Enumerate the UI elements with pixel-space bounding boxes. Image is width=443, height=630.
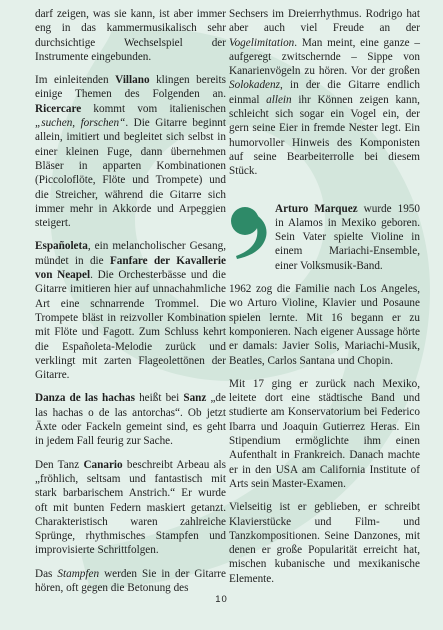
paragraph-marquez-bio: Arturo Marquez wurde 1950 in Alamos in Mexiko geboren. Sein Vater spielte Violine in einem Mariachi-Ensemble, einer Volksmusik-Band.: [275, 202, 420, 272]
paragraph-danza: Danza de las hachas heißt bei Sanz „de las hachas o de las antorchas“. Ob jetzt Äxte oder Fackeln gemeint sind, es geht in jedem Fall feurig zur Sache.: [35, 392, 226, 448]
paragraph-canario: Den Tanz Canario beschreibt Arbeau als „fröhlich, seltsam und fantastisch mit stark barbarischem Anstrich.“ Er wurde oft mit bunten Federn maskiert getanzt. Charakteristisch waren zahlreiche Sprünge, rhythmisches Stampfen und improvisierte Schrittfolgen.: [35, 458, 226, 557]
paragraph-espanoleta: Españoleta, ein melancholischer Gesang, mündet in die Fanfare der Kavallerie von Neapel. Die Orchesterbässe und die Gitarre imitieren hier auf unnachahmliche Art eine schnarrende Trommel. Die Trompete bläst in reizvoller Kombination mit Flöte und Fagott. Zum Schluss kehrt die Españoleta-Melodie zurück und verklingt mit zarten Flageolettönen der Gitarre.: [35, 240, 227, 382]
paragraph-mexiko: Mit 17 ging er zurück nach Mexiko, leitete dort eine städtische Band und studierte am Konservatorium bei Federico Ibarra und Joaquin Gutierrez Heras. Ein Stipendium ermöglichte ihm einen Aufenthalt in Frankreich. Danach machte er in den USA am California Institute of Arts sein Master-Examen.: [229, 377, 420, 490]
term-ricercare: Ricercare: [35, 102, 82, 115]
paragraph-vielseitig: Vielseitig ist er geblieben, er schreibt Klavierstücke und Film- und Tanzkompositionen. Seine Danzones, mit denen er große Popularität erreicht hat, mischen kubanische und mexikanische Elemente.: [229, 501, 420, 585]
paragraph-intro-end: darf zeigen, was sie kann, ist aber immer eng in das kammermusikalisch sehr durchsichtige Wechselspiel der Instrumente eingebunden.: [35, 8, 226, 63]
term-arturo-marquez: Arturo Marquez: [275, 202, 358, 215]
term-espanoleta: Españoleta: [35, 240, 88, 253]
left-column: [35, 7, 226, 604]
right-column: [229, 7, 420, 595]
term-villano: Villano: [115, 74, 150, 87]
term-fanfare: Fanfare der Kavallerie von Neapel: [35, 254, 226, 282]
term-canario: Canario: [83, 458, 123, 471]
term-danza: Danza de las hachas: [35, 392, 135, 405]
paragraph-vogelimitation: Sechsers im Dreierrhythmus. Rodrigo hat aber auch viel Freude an der Vogelimitation. Man meint, eine ganze – aufgeregt zwitschernde – Sippe von Kanarienvögeln zu hören. Vor der großen Solokadenz, in der die Gitarre endlich einmal allein ihr Können zeigen kann, schleicht sich sogar ein Vogel ein, der gern seine Eier in fremde Nester legt. Ein humorvoller Hinweis des Komponisten auf seine Bearbeiterrolle bei diesem Stück.: [229, 8, 420, 178]
paragraph-stampfen: Das Stampfen werden Sie in der Gitarre hören, oft gegen die Betonung des: [35, 567, 226, 594]
paragraph-los-angeles: 1962 zog die Familie nach Los Angeles, wo Arturo Violine, Klavier und Posaune spielen lernte. Mit 16 begann er zu komponieren. Nach eigener Aussage hörte er damals: Javier Solis, Mariachi-Musik, Beatles, Carlos Santana und Chopin.: [229, 283, 420, 367]
page-number: 10: [215, 594, 228, 605]
paragraph-villano: Im einleitenden Villano klingen bereits einige Themen des Folgenden an. Ricercare kommt vom italienischen „suchen, forschen“. Die Gitarre beginnt allein, imitiert und begleitet sich selbst in einer kleinen Fuge, dann übernehmen Bläser in apparten Kombinationen (Piccoloflöte, Flöte und Trompete) und die Streicher, während die Gitarre sich immer mehr in Akkorde und Arpeggien steigert.: [35, 74, 226, 230]
marquez-section: [229, 202, 420, 273]
closing-quote-icon: [227, 204, 271, 260]
term-sanz: Sanz: [183, 392, 207, 405]
